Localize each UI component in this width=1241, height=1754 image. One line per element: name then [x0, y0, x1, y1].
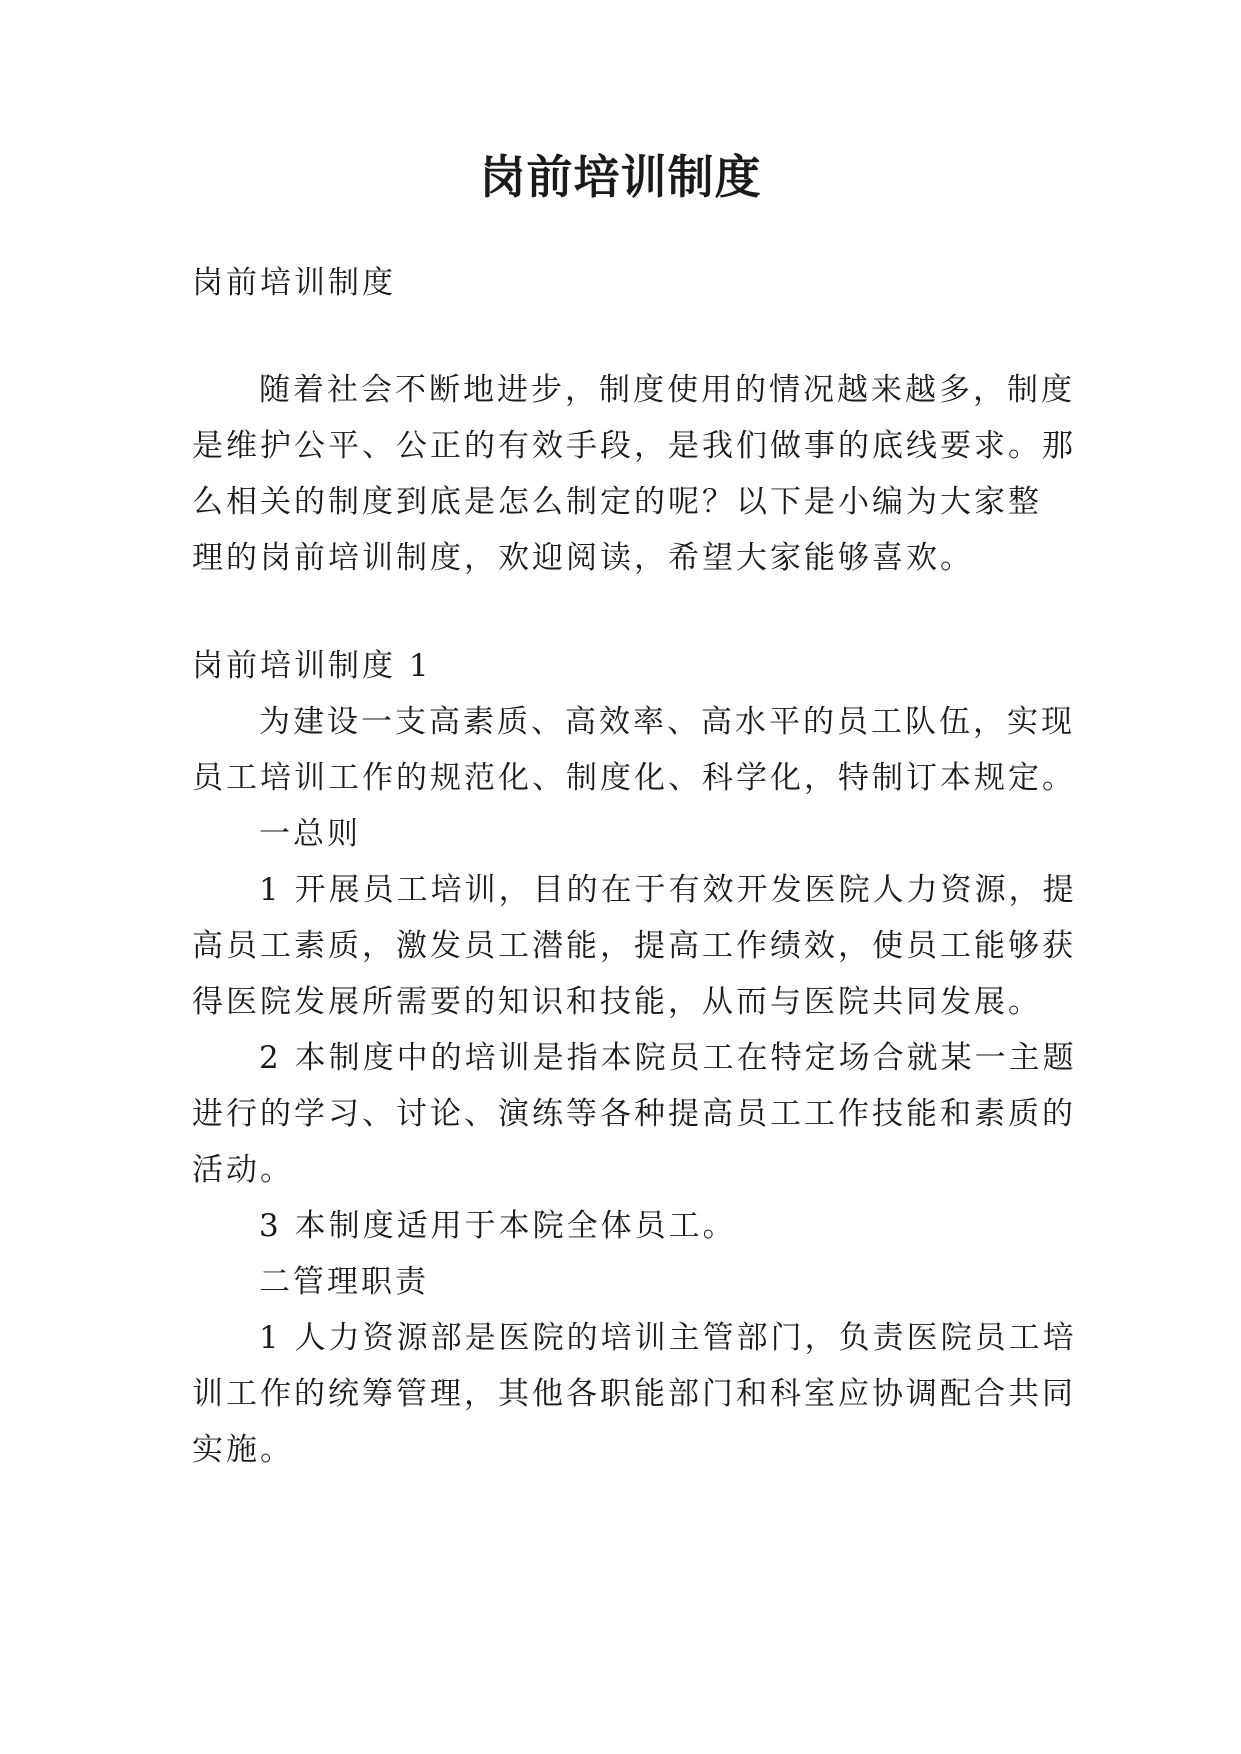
clause-line: 3 本制度适用于本院全体员工。 [259, 1208, 737, 1244]
intro-line: 是维护公平、公正的有效手段，是我们做事的底线要求。那 [192, 428, 1076, 464]
clause-line: 得医院发展所需要的知识和技能，从而与医院共同发展。 [192, 984, 1042, 1020]
intro-line: 么相关的制度到底是怎么制定的呢？以下是小编为大家整 [192, 484, 1042, 520]
chapter-heading: 二管理职责 [259, 1264, 429, 1300]
intro-line: 理的岗前培训制度，欢迎阅读，希望大家能够喜欢。 [192, 540, 974, 576]
paragraph-line: 为建设一支高素质、高效率、高水平的员工队伍，实现 [259, 704, 1075, 740]
paragraph-line: 员工培训工作的规范化、制度化、科学化，特制订本规定。 [192, 760, 1076, 796]
intro-line: 随着社会不断地进步，制度使用的情况越来越多，制度 [259, 372, 1075, 408]
document-title: 岗前培训制度 [479, 150, 762, 204]
clause-line: 1 开展员工培训，目的在于有效开发医院人力资源，提 [259, 872, 1077, 908]
clause-line: 活动。 [192, 1152, 294, 1188]
clause-line: 高员工素质，激发员工潜能，提高工作绩效，使员工能够获 [192, 928, 1076, 964]
clause-line: 1 人力资源部是医院的培训主管部门，负责医院员工培 [259, 1320, 1077, 1356]
document-subtitle: 岗前培训制度 [192, 265, 396, 301]
clause-line: 训工作的统筹管理，其他各职能部门和科室应协调配合共同 [192, 1376, 1076, 1412]
chapter-heading: 一总则 [259, 816, 361, 852]
clause-line: 2 本制度中的培训是指本院员工在特定场合就某一主题 [259, 1040, 1077, 1076]
section-heading: 岗前培训制度 1 [192, 648, 432, 684]
clause-line: 实施。 [192, 1432, 294, 1468]
clause-line: 进行的学习、讨论、演练等各种提高员工工作技能和素质的 [192, 1096, 1076, 1132]
